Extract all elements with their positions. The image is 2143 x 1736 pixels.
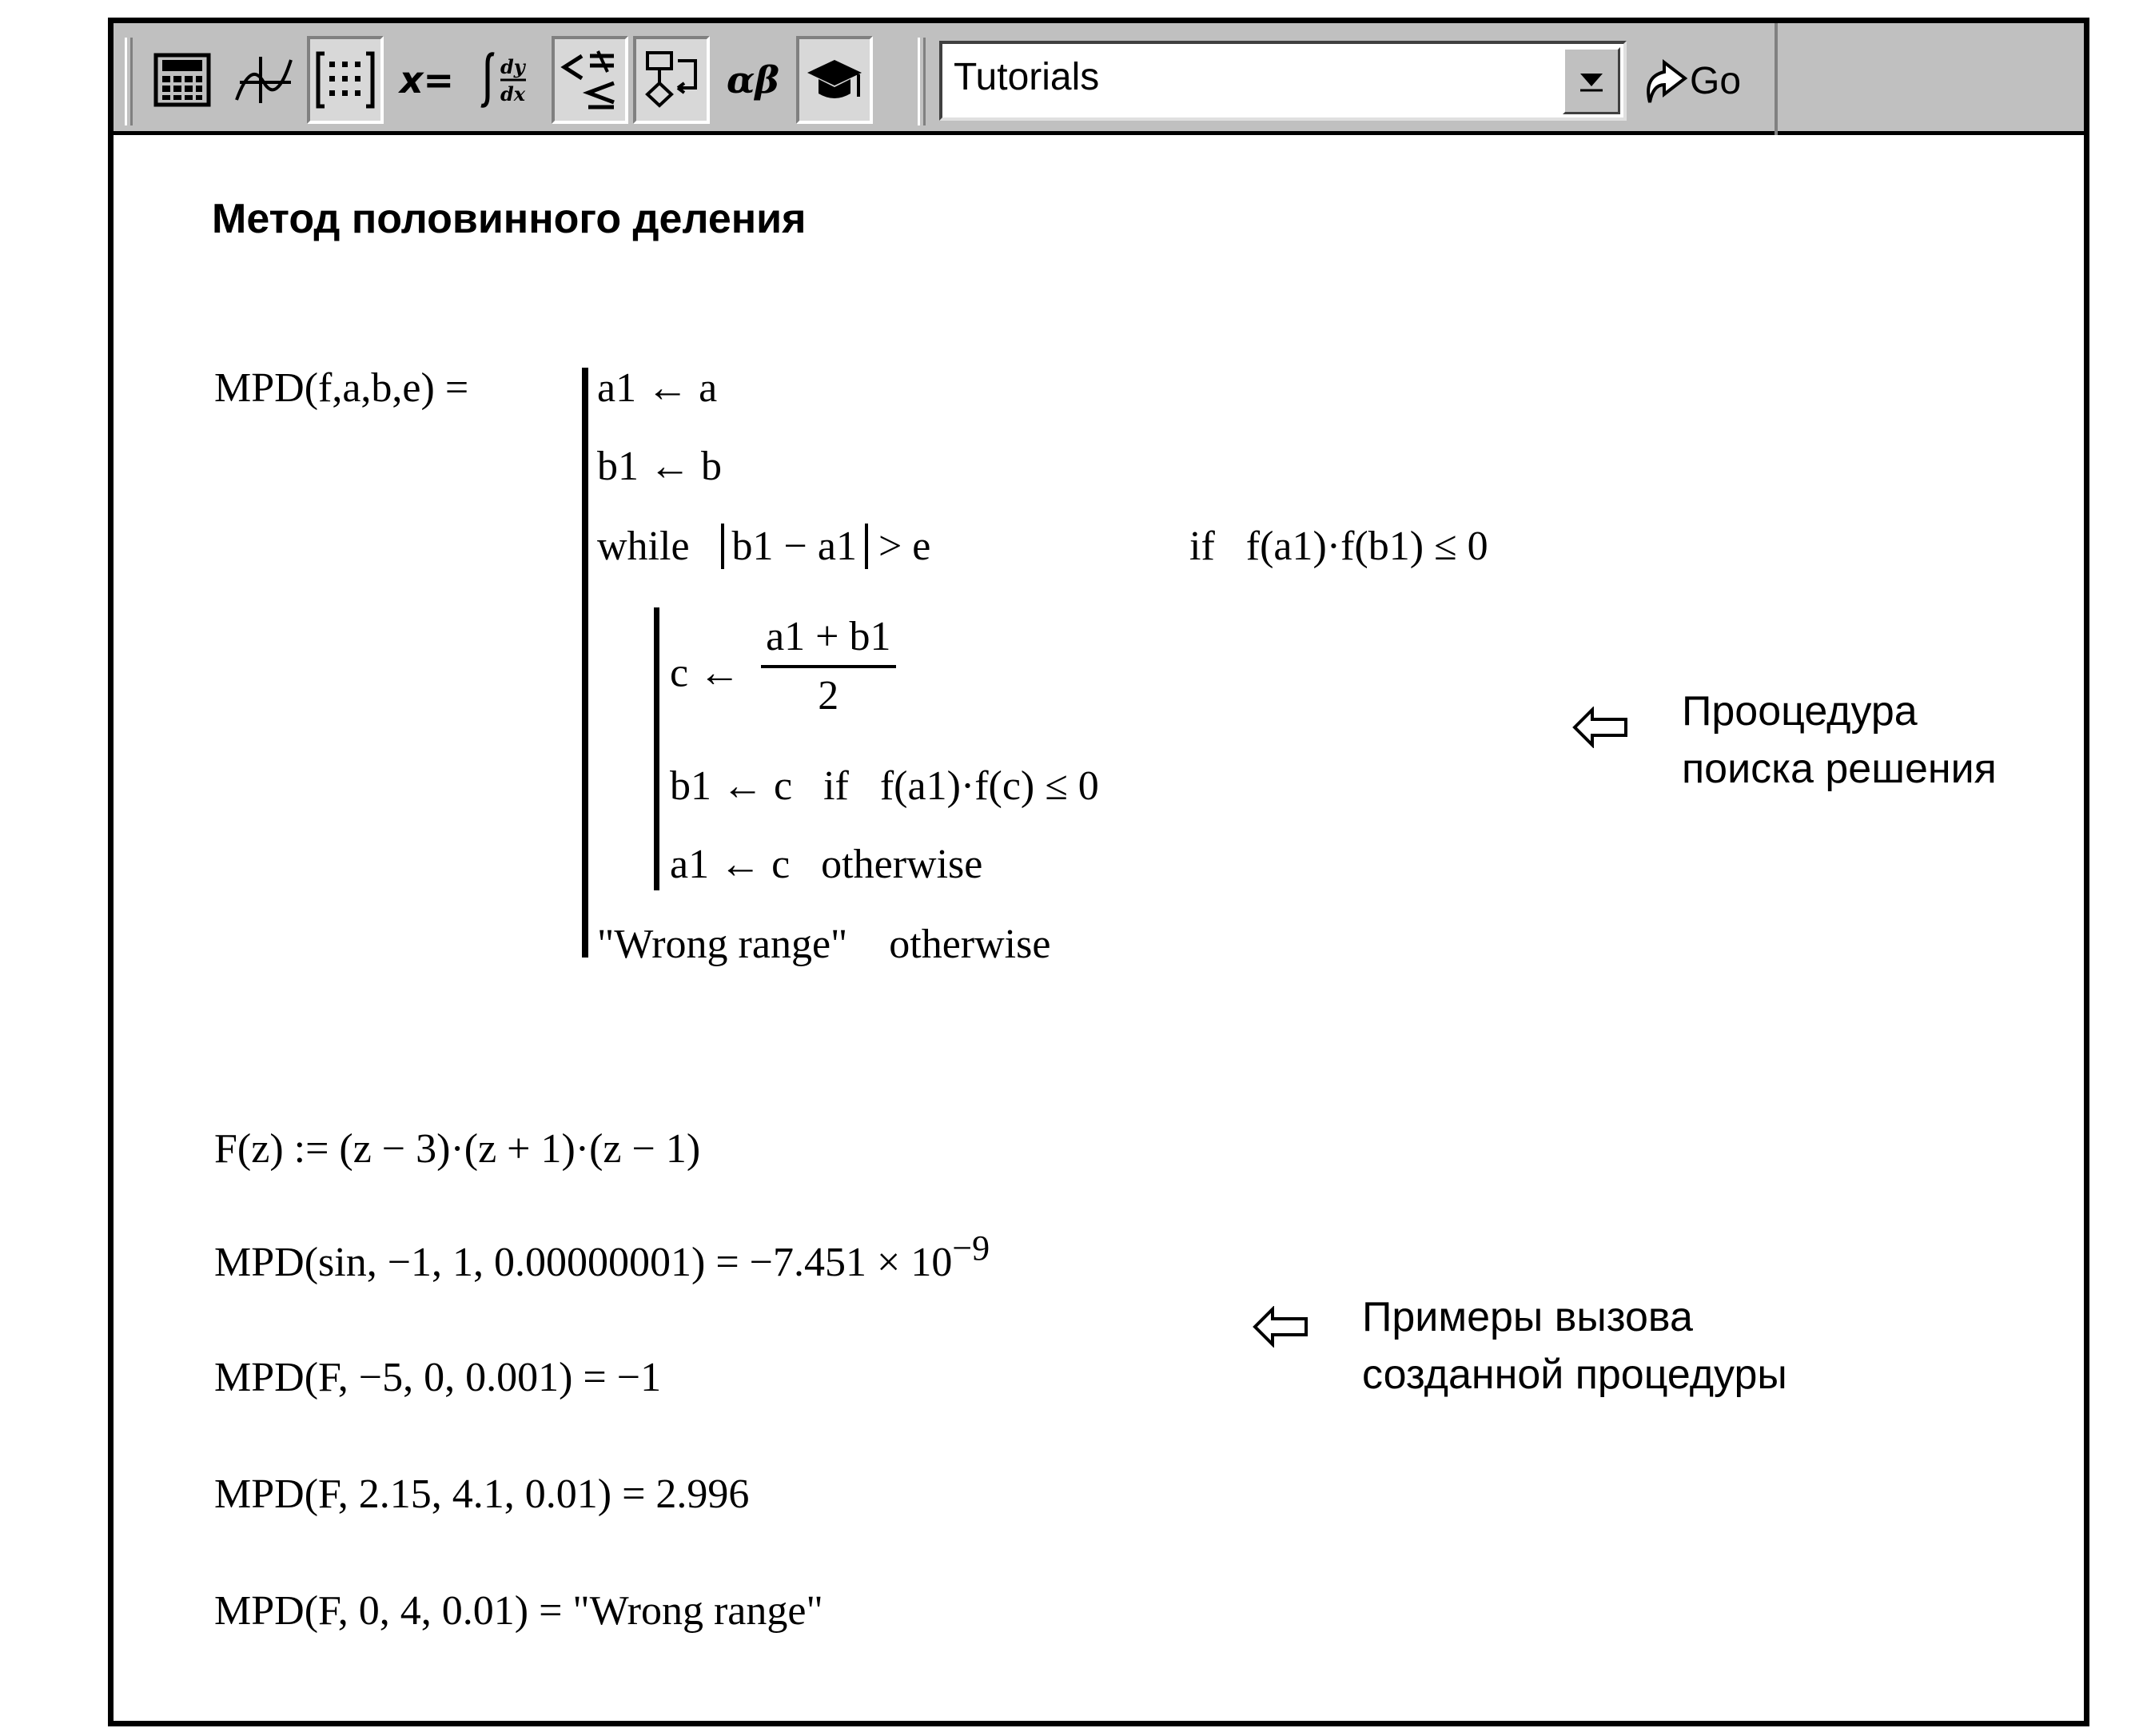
toolbar-divider: [1775, 23, 1778, 135]
calculus-icon[interactable]: [470, 36, 547, 124]
go-label: Go: [1690, 59, 1742, 102]
arrow-left-icon: [1571, 707, 1629, 748]
symbolic-icon[interactable]: [796, 36, 873, 124]
chevron-down-icon[interactable]: [1563, 47, 1620, 114]
if-condition: f(a1)·f(b1) ≤ 0: [1245, 524, 1488, 569]
procedure-note-line1: Прооцедура: [1682, 688, 1918, 735]
a-update: a1 ← c: [670, 842, 791, 887]
worksheet[interactable]: [114, 139, 2084, 1721]
wrong-otherwise: otherwise: [889, 922, 1051, 967]
examples-note-line1: Примеры вызова: [1362, 1294, 1693, 1340]
graph-icon[interactable]: [225, 36, 302, 124]
if-clause[interactable]: [1189, 523, 1488, 570]
a-update-line[interactable]: [670, 841, 982, 888]
svg-text:dx: dx: [500, 82, 526, 106]
arrow-left-icon: [1252, 1306, 1309, 1348]
mathcad-window: [108, 18, 2089, 1726]
midpoint-fraction: [761, 609, 895, 724]
if-keyword: if: [1189, 524, 1215, 569]
svg-text:dy: dy: [500, 55, 525, 78]
example-1-expr: MPD(sin, −1, 1, 0.00000001) = −7.451 × 10: [214, 1240, 953, 1285]
matrix-icon[interactable]: [307, 36, 384, 124]
fraction-numerator: a1 + b1: [761, 609, 895, 668]
page-title: Метод половинного деления: [212, 196, 807, 242]
evaluation-icon[interactable]: x=: [399, 58, 455, 102]
c-assign-line[interactable]: [670, 615, 896, 731]
example-1[interactable]: [214, 1228, 990, 1286]
programming-icon[interactable]: [633, 36, 710, 124]
b-update: b1 ← c: [670, 763, 793, 809]
go-arrow-icon: [1639, 53, 1690, 109]
wrong-range-string: "Wrong range": [597, 922, 848, 967]
example-2[interactable]: MPD(F, −5, 0, 0.001) = −1: [214, 1355, 662, 1400]
while-body-bar: [654, 607, 659, 890]
a-otherwise: otherwise: [821, 842, 983, 887]
procedure-note: [1682, 683, 1997, 798]
program-line-a1[interactable]: a1 ← a: [597, 365, 718, 411]
procedure-note-line2: поиска решения: [1682, 746, 1997, 792]
program-bar: [582, 368, 588, 958]
while-abs: b1 − a1: [721, 524, 868, 569]
example-3[interactable]: MPD(F, 2.15, 4.1, 0.01) = 2.996: [214, 1471, 750, 1517]
go-button[interactable]: [1639, 41, 1759, 121]
fraction-denominator: 2: [818, 673, 839, 719]
while-keyword: while: [597, 524, 690, 569]
function-definition[interactable]: F(z) := (z − 3)·(z + 1)·(z − 1): [214, 1126, 701, 1172]
tutorials-select[interactable]: [939, 41, 1627, 121]
examples-note-line2: созданной процедуры: [1362, 1352, 1787, 1398]
boolean-icon[interactable]: [552, 36, 628, 124]
example-4[interactable]: MPD(F, 0, 4, 0.01) = "Wrong range": [214, 1588, 823, 1634]
calculator-icon[interactable]: [144, 36, 221, 124]
math-toolbar: [114, 23, 2084, 135]
toolbar-grip[interactable]: [918, 38, 926, 125]
b-condition: f(a1)·f(c) ≤ 0: [879, 763, 1099, 809]
while-line[interactable]: [597, 523, 930, 570]
program-header[interactable]: MPD(f,a,b,e) =: [214, 365, 469, 411]
greek-icon[interactable]: αβ: [727, 58, 779, 102]
toolbar-grip[interactable]: [125, 38, 133, 125]
b-if-keyword: if: [823, 763, 849, 809]
c-assign: c ←: [670, 650, 741, 696]
program-line-b1[interactable]: b1 ← b: [597, 444, 722, 489]
tutorials-value: Tutorials: [954, 56, 1100, 98]
while-cond: > e: [878, 524, 931, 569]
example-1-exponent: −9: [952, 1228, 990, 1268]
wrong-range-line[interactable]: [597, 921, 1050, 968]
examples-note: [1362, 1288, 1787, 1404]
b-update-line[interactable]: [670, 762, 1099, 810]
